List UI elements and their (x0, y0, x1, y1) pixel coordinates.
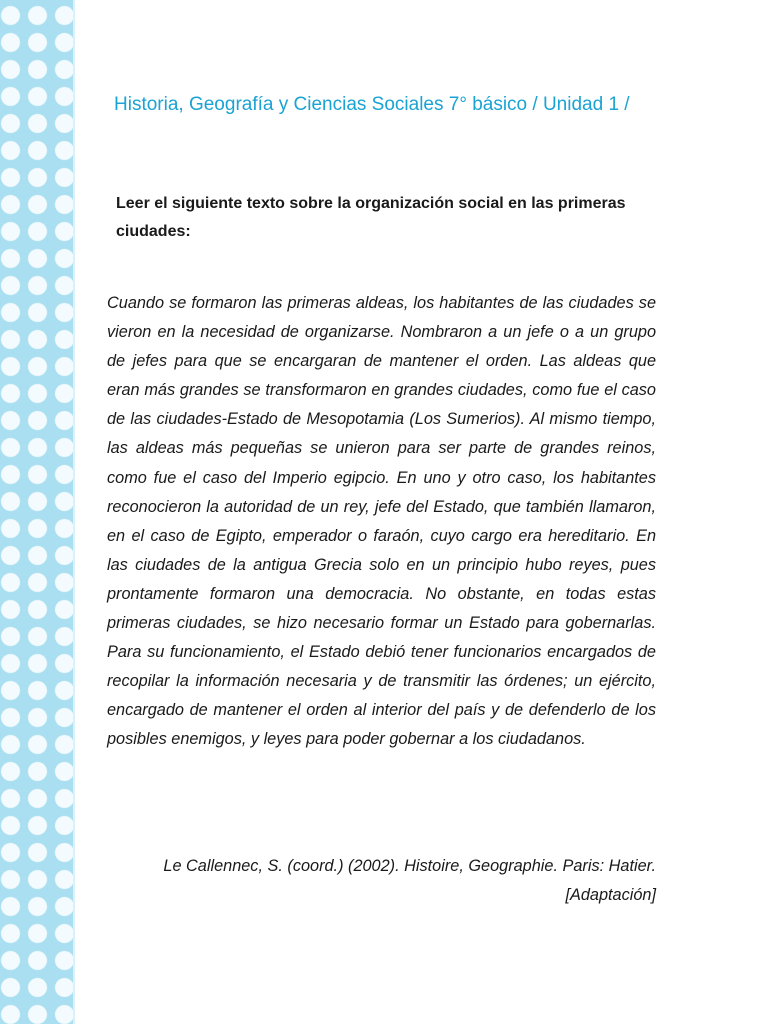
decorative-side-band (0, 0, 75, 1024)
source-citation: Le Callennec, S. (coord.) (2002). Histoire, Geographie. Paris: Hatier. [Adaptación] (163, 857, 656, 904)
document-header: Historia, Geografía y Ciencias Sociales 7° básico / Unidad 1 / (114, 94, 630, 115)
reading-instruction: Leer el siguiente texto sobre la organización social en las primeras ciudades: (116, 195, 626, 240)
reading-passage: Cuando se formaron las primeras aldeas, los habitantes de las ciudades se vieron en la necesidad de organizarse. Nombraron a un jefe o a un grupo de jefes para que se encargaran de mantener el orden. Las aldeas que eran más grandes se transformaron en grandes ciudades, como fue el caso de las ciudades-Estado de Mesopotamia (Los Sumerios). Al mismo tiempo, las aldeas más pequeñas se unieron para ser parte de grandes reinos, como fue el caso del Imperio egipcio. En uno y otro caso, los habitantes reconocieron la autoridad de un rey, jefe del Estado, que también llamaron, en el caso de Egipto, emperador o faraón, cuyo cargo era hereditario. En las ciudades de la antigua Grecia solo en un principio hubo reyes, pues prontamente formaron una democracia. No obstante, en todas estas primeras ciudades, se hizo necesario formar un Estado para gobernarlas. Para su funcionamiento, el Estado debió tener funcionarios encargados de recopilar la información necesaria y de transmitir las órdenes; un ejército, encargado de mantener el orden al interior del país y de defenderlo de los posibles enemigos, y leyes para poder gobernar a los ciudadanos. (107, 294, 656, 749)
